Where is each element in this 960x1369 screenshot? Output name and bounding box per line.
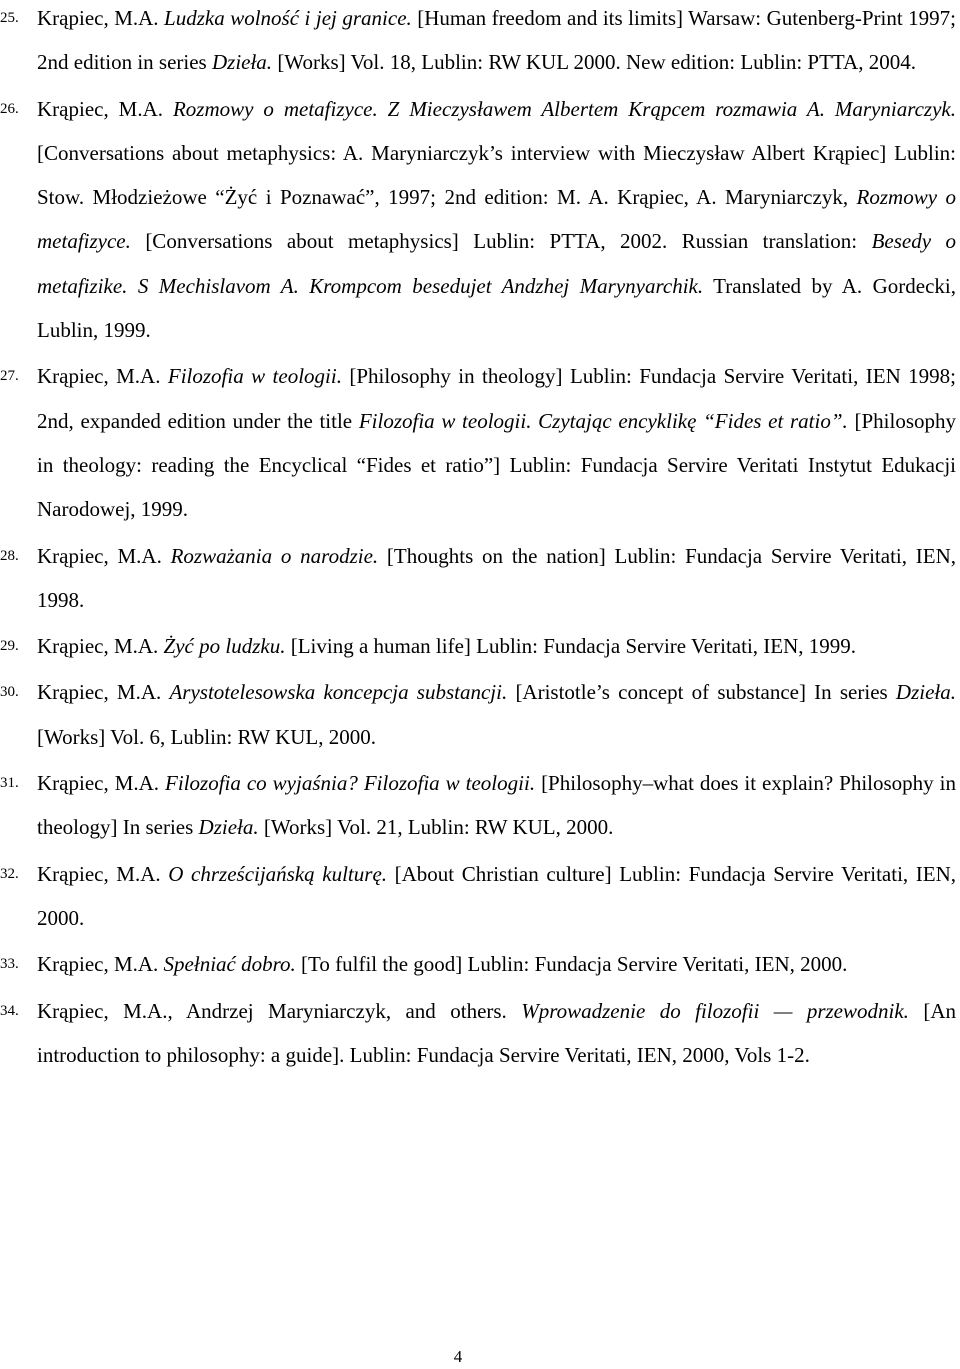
entry-text: [37, 680, 956, 748]
bibliography-entry: [0, 989, 956, 1078]
entry-title-italic: Filozofia w teologii.: [167, 364, 342, 389]
entry-number: 25.: [0, 10, 19, 26]
bibliography-entry: [0, 0, 956, 85]
entry-text-segment: [About Christian culture] Lublin: Fundacja Servire Veritati, IEN, 2000.: [37, 861, 957, 930]
entry-number: 33.: [0, 956, 19, 973]
entry-text-segment: [To fulfil the good] Lublin: Fundacja Servire Veritati, IEN, 2000.: [295, 952, 848, 977]
entry-title-italic: Dzieła.: [211, 50, 273, 75]
entry-text-segment: [Aristotle’s concept of substance] In series: [507, 680, 896, 705]
bibliography-entry: [0, 534, 956, 623]
entry-text: [37, 999, 956, 1067]
entry-number: 31.: [0, 775, 19, 792]
entry-number: 27.: [0, 368, 19, 385]
entry-text-segment: [Living a human life] Lublin: Fundacja Servire Veritati, IEN, 1999.: [285, 634, 857, 659]
bibliography-entry: [0, 670, 956, 759]
bibliography-entry: [0, 761, 956, 850]
entry-number: 26.: [0, 100, 19, 117]
entry-title-italic: Arystotelesowska koncepcja substancji.: [169, 680, 508, 705]
entry-text-segment: [Philosophy–what does it explain? Philosophy in theology] In series: [37, 771, 957, 840]
entry-text-segment: [Works] Vol. 18, Lublin: RW KUL 2000. New edition: Lublin: PTTA, 2004.: [272, 50, 916, 75]
entry-number: 34.: [0, 1002, 19, 1019]
entry-text-segment: [Works] Vol. 21, Lublin: RW KUL, 2000.: [258, 815, 614, 840]
bibliography-entry: [0, 852, 956, 941]
entry-text: [37, 862, 956, 930]
entry-text: [37, 544, 956, 612]
entry-text-segment: Krąpiec, M.A.: [37, 771, 166, 796]
entry-title-italic: Żyć po ludzku.: [163, 634, 286, 659]
entry-text-segment: Krąpiec, M.A.: [37, 543, 171, 568]
entry-text-segment: [Philosophy in theology] Lublin: Fundacja Servire Veritati, IEN 1998; 2nd, expanded edition under the title: [37, 364, 956, 433]
page-number: 4: [453, 1347, 463, 1366]
entry-title-italic: O chrześcijańską kulturę.: [168, 861, 388, 886]
entry-title-italic: Dzieła.: [895, 680, 956, 705]
entry-title-italic: Filozofia co wyjaśnia? Filozofia w teologii.: [165, 771, 536, 796]
entry-title-italic: Rozmowy o metafizyce.: [37, 185, 956, 254]
entry-title-italic: Rozważania o narodzie.: [170, 543, 379, 568]
entry-text: [37, 364, 956, 521]
entry-text-segment: [Philosophy in theology: reading the Encyclical “Fides et ratio”] Lublin: Fundacja Servire Veritati Instytut Edukacji Narodowej, 1999.: [37, 408, 956, 522]
entry-text-segment: [Thoughts on the nation] Lublin: Fundacja Servire Veritati, IEN, 1998.: [37, 543, 956, 612]
entry-number: 32.: [0, 865, 19, 882]
entry-title-italic: Rozmowy o metafizyce. Z Mieczysławem Albertem Krąpcem rozmawia A. Maryniarczyk.: [172, 96, 956, 121]
entry-text-segment: Krąpiec, M.A.: [37, 96, 173, 121]
bibliography-entry: [0, 942, 956, 986]
entry-text: [37, 634, 856, 658]
bibliography-entry: [0, 354, 956, 531]
entry-title-italic: Filozofia w teologii. Czytając encyklikę “Fides et ratio”.: [358, 408, 848, 433]
entry-text-segment: Krąpiec, M.A.: [37, 680, 170, 705]
entry-number: 30.: [0, 684, 19, 701]
entry-text-segment: Translated by A. Gordecki, Lublin, 1999.: [37, 273, 956, 343]
entry-text: [37, 6, 956, 74]
entry-text-segment: [Conversations about metaphysics: A. Maryniarczyk’s interview with Mieczysław Albert Krąpiec] Lublin: Stow. Młodzieżowe “Żyć i Poznawać”, 1997; 2nd edition: M. A. Krąpiec, A. Maryniarczyk,: [37, 140, 956, 210]
entry-title-italic: Ludzka wolność i jej granice.: [164, 6, 412, 30]
entry-text-segment: Krąpiec, M.A.: [37, 634, 164, 659]
entry-title-italic: Wprowadzenie do filozofii — przewodnik.: [521, 998, 909, 1023]
entry-text-segment: Krąpiec, M.A.: [37, 952, 164, 977]
entry-title-italic: Spełniać dobro.: [163, 952, 296, 977]
entry-text-segment: [An introduction to philosophy: a guide]. Lublin: Fundacja Servire Veritati, IEN, 2000, Vols 1-2.: [37, 998, 956, 1067]
bibliography-entry: [0, 624, 956, 668]
bibliography-entry: [0, 87, 956, 353]
entry-text: [37, 952, 847, 976]
entry-text: [37, 97, 956, 342]
entry-text-segment: [Works] Vol. 6, Lublin: RW KUL, 2000.: [37, 724, 376, 749]
entry-text-segment: Krąpiec, M.A.: [37, 6, 165, 30]
entry-number: 29.: [0, 638, 19, 655]
entry-text-segment: Krąpiec, M.A.: [37, 861, 169, 886]
entry-text-segment: [Conversations about metaphysics] Lublin: PTTA, 2002. Russian translation:: [130, 229, 872, 254]
entry-title-italic: Dzieła.: [198, 815, 259, 840]
entry-number: 28.: [0, 547, 19, 564]
entry-text-segment: Krąpiec, M.A.: [37, 364, 168, 389]
entry-title-italic: Besedy o metafizike. S Mechislavom A. Krompcom besedujet Andzhej Marynyarchik.: [37, 229, 956, 298]
entry-text-segment: Krąpiec, M.A., Andrzej Maryniarczyk, and others.: [37, 998, 522, 1023]
entry-text: [37, 771, 956, 839]
entry-text-segment: [Human freedom and its limits] Warsaw: Gutenberg-Print 1997; 2nd edition in series: [37, 6, 956, 75]
